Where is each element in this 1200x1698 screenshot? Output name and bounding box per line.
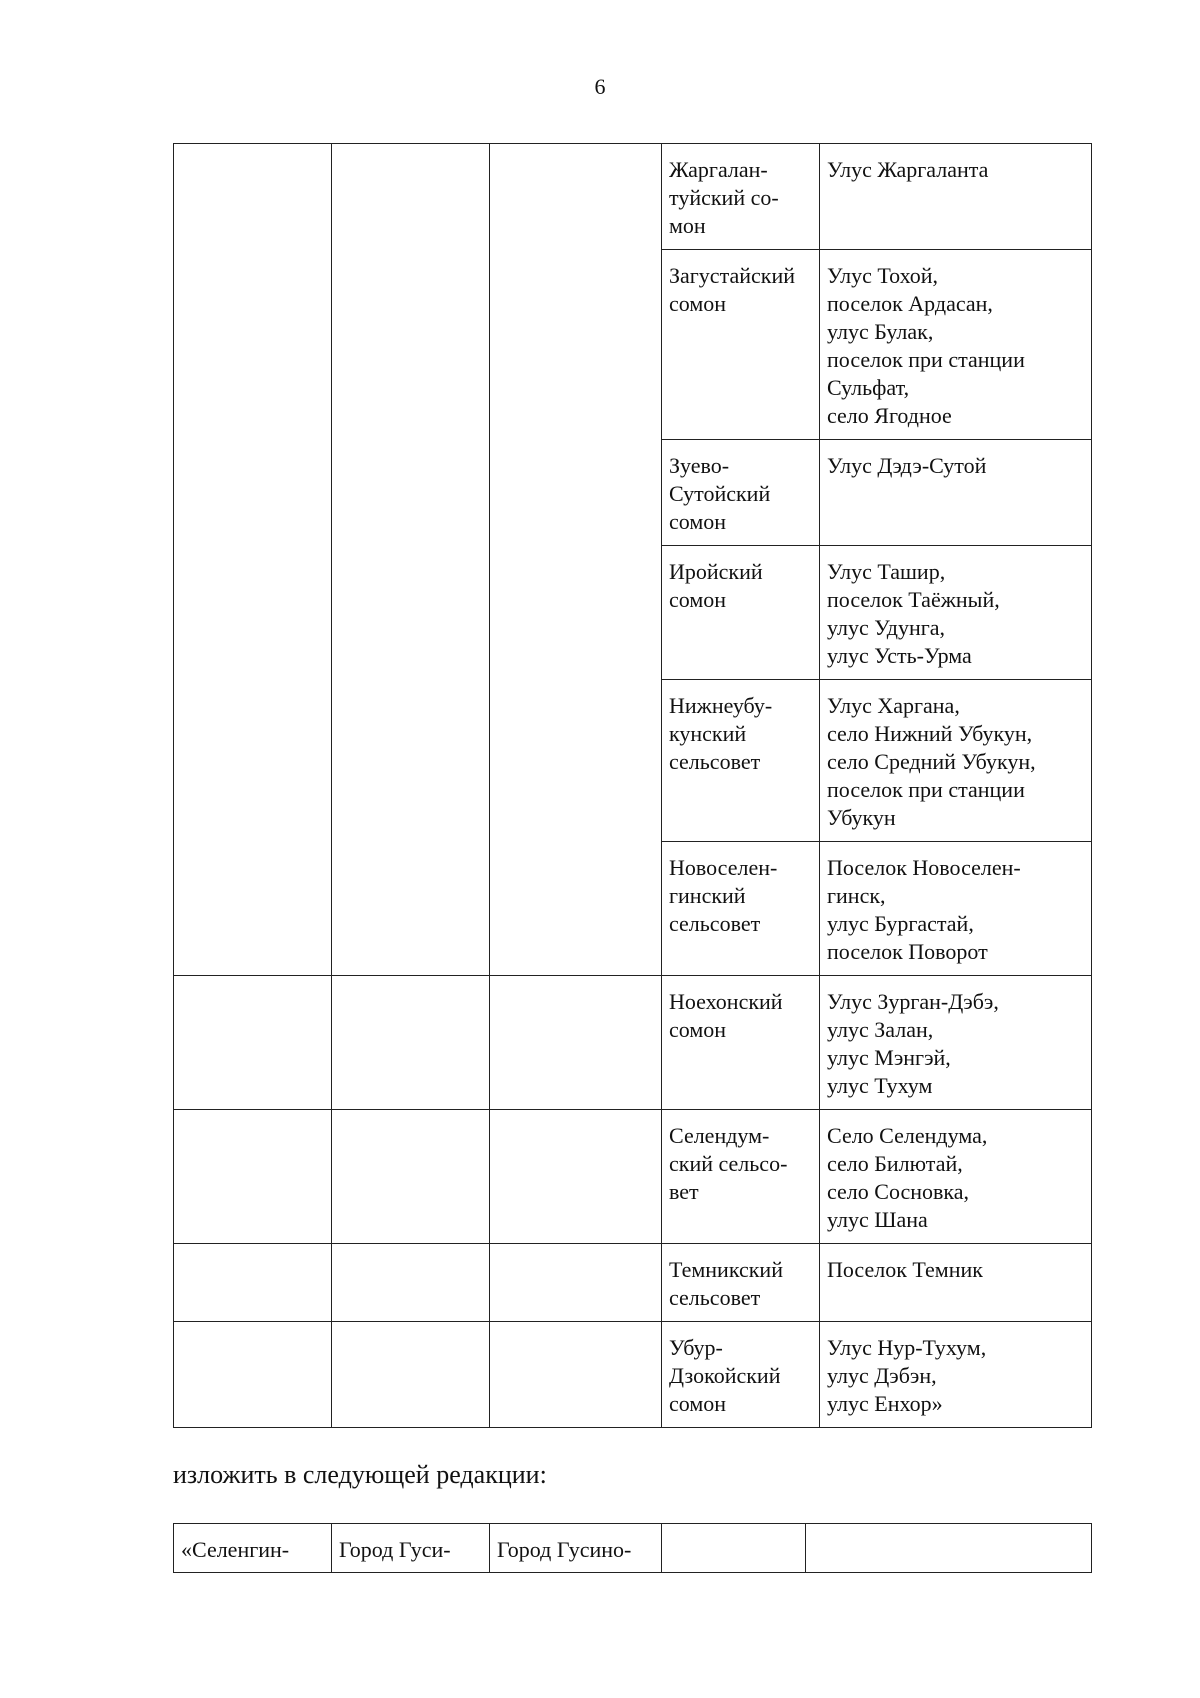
somon-cell: Зуево- Сутойский сомон bbox=[662, 440, 820, 546]
somon-cell: Селендум- ский сельсо- вет bbox=[662, 1110, 820, 1244]
settlements-cell: Улус Харгана, село Нижний Убукун, село Средний Убукун, поселок при станции Убукун bbox=[820, 680, 1092, 842]
empty-cell bbox=[332, 1322, 490, 1428]
empty-cell bbox=[332, 1110, 490, 1244]
table-row bbox=[174, 976, 1092, 1110]
somon-cell: Ноехонский сомон bbox=[662, 976, 820, 1110]
empty-cell bbox=[174, 1110, 332, 1244]
settlements-table bbox=[173, 143, 1092, 1428]
table-row bbox=[174, 1524, 1092, 1573]
settlements-cell: Улус Дэдэ-Сутой bbox=[820, 440, 1092, 546]
district-cell: «Селенгин- bbox=[174, 1524, 332, 1573]
new-edition-table bbox=[173, 1523, 1092, 1573]
table-row bbox=[174, 1110, 1092, 1244]
empty-cell bbox=[490, 1244, 662, 1322]
somon-cell: Темникский сельсовет bbox=[662, 1244, 820, 1322]
empty-cell bbox=[490, 976, 662, 1110]
empty-cell bbox=[490, 1322, 662, 1428]
somon-cell: Нижнеубу- кунский сельсовет bbox=[662, 680, 820, 842]
somon-cell: Загустайский сомон bbox=[662, 250, 820, 440]
empty-cell bbox=[490, 1110, 662, 1244]
empty-cell bbox=[490, 144, 662, 976]
empty-cell bbox=[174, 1322, 332, 1428]
empty-cell bbox=[662, 1524, 806, 1573]
town-cell: Город Гусино- bbox=[490, 1524, 662, 1573]
empty-cell bbox=[332, 976, 490, 1110]
empty-cell bbox=[332, 1244, 490, 1322]
settlements-cell: Улус Ташир, поселок Таёжный, улус Удунга, улус Усть-Урма bbox=[820, 546, 1092, 680]
table-row bbox=[174, 1322, 1092, 1428]
settlements-cell: Улус Нур-Тухум, улус Дэбэн, улус Енхор» bbox=[820, 1322, 1092, 1428]
table-row bbox=[174, 1244, 1092, 1322]
empty-cell bbox=[332, 144, 490, 976]
somon-cell: Иройский сомон bbox=[662, 546, 820, 680]
town-cell: Город Гуси- bbox=[332, 1524, 490, 1573]
settlements-cell: Село Селендума, село Билютай, село Сосновка, улус Шана bbox=[820, 1110, 1092, 1244]
empty-cell bbox=[806, 1524, 1092, 1573]
page-number: 6 bbox=[594, 74, 606, 99]
empty-cell bbox=[174, 144, 332, 976]
table-row bbox=[174, 144, 1092, 250]
settlements-cell: Улус Жаргаланта bbox=[820, 144, 1092, 250]
empty-cell bbox=[174, 976, 332, 1110]
settlements-cell: Улус Зурган-Дэбэ, улус Залан, улус Мэнгэй, улус Тухум bbox=[820, 976, 1092, 1110]
somon-cell: Жаргалан- туйский со- мон bbox=[662, 144, 820, 250]
settlements-cell: Улус Тохой, поселок Ардасан, улус Булак, поселок при станции Сульфат, село Ягодное bbox=[820, 250, 1092, 440]
empty-cell bbox=[174, 1244, 332, 1322]
somon-cell: Новоселен- гинский сельсовет bbox=[662, 842, 820, 976]
settlements-cell: Поселок Новоселен- гинск, улус Бургастай, поселок Поворот bbox=[820, 842, 1092, 976]
intro-text: изложить в следующей редакции: bbox=[173, 1460, 547, 1489]
settlements-cell: Поселок Темник bbox=[820, 1244, 1092, 1322]
somon-cell: Убур- Дзокойский сомон bbox=[662, 1322, 820, 1428]
